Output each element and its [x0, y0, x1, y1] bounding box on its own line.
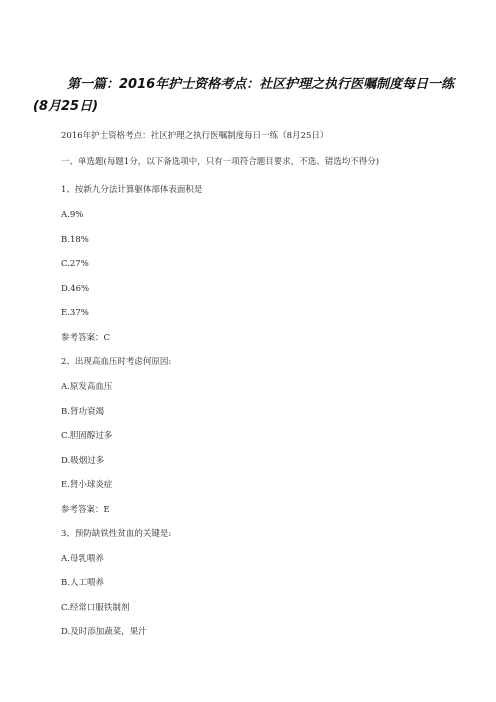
question-1-option-a: A.9% [61, 210, 84, 220]
question-2-stem: 2、出现高血压时考虑何原因: [61, 357, 172, 367]
question-3-option-b: B.人工喂养 [61, 578, 104, 588]
document-subtitle: 2016年护士资格考点：社区护理之执行医嘱制度每日一练（8月25日） [61, 131, 329, 141]
question-1-option-e: E.37% [61, 308, 89, 318]
document-title: 第一篇：2016年护士资格考点：社区护理之执行医嘱制度每日一练(8月25日) [33, 77, 455, 114]
question-3-option-d: D.及时添加蔬菜，果汁 [61, 627, 147, 637]
question-2-option-e: E.肾小球炎症 [61, 480, 113, 490]
question-3-stem: 3、预防缺铁性贫血的关键是: [61, 529, 172, 539]
question-2-option-d: D.吸烟过多 [61, 456, 105, 466]
question-3-option-c: C.经常口服铁制剂 [61, 603, 130, 613]
question-3-option-a: A.母乳喂养 [61, 554, 104, 564]
question-2-option-b: B.肾功衰竭 [61, 407, 104, 417]
question-1-answer: 参考答案：C [61, 333, 111, 343]
question-2-option-a: A.原发高血压 [61, 382, 113, 392]
section-instructions: 一、单选题(每题1分，以下备选项中，只有一项符合题目要求，不选、错选均不得分) [61, 157, 380, 167]
question-1-option-b: B.18% [61, 235, 89, 245]
question-2-option-c: C.胆固醇过多 [61, 431, 113, 441]
question-1-option-c: C.27% [61, 259, 89, 269]
question-1-stem: 1、按新九分法计算躯体部体表面积是 [61, 185, 203, 195]
question-2-answer: 参考答案：E [61, 505, 110, 515]
question-1-option-d: D.46% [61, 284, 90, 294]
